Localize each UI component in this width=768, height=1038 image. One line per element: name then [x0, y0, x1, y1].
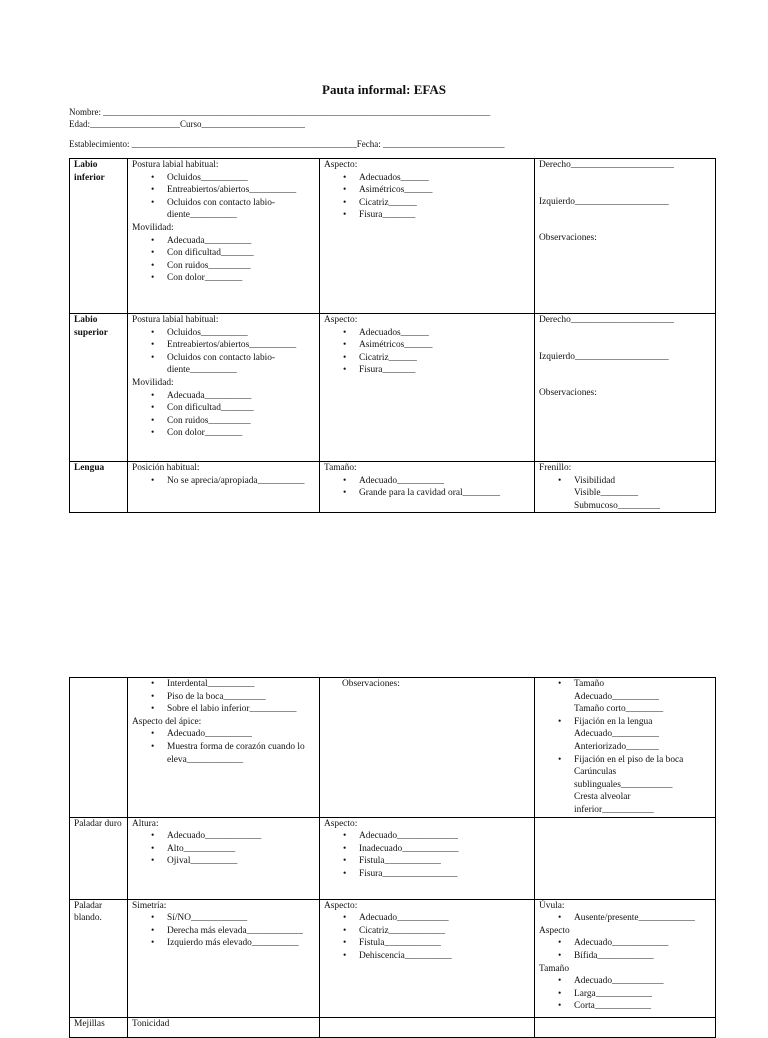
option-tamano-corto[interactable]: Tamaño corto________	[574, 704, 664, 715]
option-si-no[interactable]: • Sí/NO____________	[167, 912, 315, 925]
derecho-field[interactable]: Derecho______________________	[539, 315, 674, 325]
uvula-tamano-list	[539, 975, 711, 1013]
aspecto-list	[324, 830, 530, 880]
frenillo-fijacion-piso-item	[574, 754, 711, 817]
aspecto-title: Aspecto:	[324, 160, 358, 170]
frenillo-cont-cell	[535, 678, 716, 818]
establecimiento-fecha-field[interactable]: Establecimiento: __________________________________________________Fecha: ___________________________	[69, 139, 505, 149]
movilidad-list	[132, 390, 315, 440]
postura-movilidad-cell	[128, 159, 320, 314]
option-cicatriz[interactable]: • Cicatriz____________	[359, 925, 530, 938]
apice-list	[132, 728, 315, 766]
altura-title: Altura:	[132, 818, 159, 829]
row-label-paladar-blando: Paladar blando.	[70, 899, 128, 1017]
option-piso-boca[interactable]: • Piso de la boca_________	[167, 691, 315, 704]
option-sobre-labio[interactable]: • Sobre el labio inferior__________	[167, 703, 315, 716]
aspecto-cell	[320, 314, 535, 462]
option-adecuada[interactable]: • Adecuada__________	[167, 235, 315, 248]
option-adecuados[interactable]: • Adecuados______	[359, 172, 530, 185]
option-con-dolor[interactable]: • Con dolor________	[167, 427, 315, 440]
option-adecuada[interactable]: • Adecuada__________	[167, 390, 315, 403]
option-con-dificultad[interactable]: • Con dificultad_______	[167, 402, 315, 415]
aspecto-list	[324, 912, 530, 962]
option-aspecto-adecuado[interactable]: • Adecuado___________	[359, 912, 530, 925]
row-mejillas	[70, 1017, 716, 1037]
aspecto-list	[324, 327, 530, 377]
option-aspecto-adecuado[interactable]: • Adecuado_____________	[359, 830, 530, 843]
tamano-list	[324, 475, 530, 500]
posicion-cell	[128, 462, 320, 513]
visibilidad-item	[574, 475, 711, 513]
assessment-table-page2	[69, 677, 716, 1038]
postura-movilidad-cell	[128, 314, 320, 462]
visibilidad-label: • Visibilidad	[574, 475, 616, 486]
option-fisura[interactable]: • Fisura_______	[359, 209, 530, 222]
movilidad-title: Movilidad:	[132, 377, 174, 388]
frenillo-fijacion-lengua-item	[574, 716, 711, 754]
option-con-ruidos[interactable]: • Con ruidos_________	[167, 260, 315, 273]
option-con-dolor[interactable]: • Con dolor________	[167, 272, 315, 285]
row-labio-superior	[70, 314, 716, 462]
option-ocluidos[interactable]: • Ocluidos__________	[167, 327, 315, 340]
izquierdo-field[interactable]: Izquierdo____________________	[539, 196, 669, 207]
postura-title: Postura labial habitual:	[132, 160, 219, 170]
altura-cell	[128, 817, 320, 899]
nombre-field[interactable]: Nombre: ______________________________________________________________________________________	[69, 107, 491, 117]
option-ausente-presente[interactable]: • Ausente/presente____________	[574, 912, 711, 925]
aspecto-cell	[320, 159, 535, 314]
paladar-duro-empty-cell	[535, 817, 716, 899]
option-submucoso[interactable]: Submucoso_________	[574, 500, 660, 511]
apice-title: Aspecto del ápice:	[132, 716, 202, 727]
uvula-title: Úvula:	[539, 900, 565, 911]
lado-obs-cell	[535, 159, 716, 314]
option-uvula-adecuado[interactable]: • Adecuado____________	[574, 937, 711, 950]
uvula-aspecto-list	[539, 937, 711, 962]
option-asimetricos[interactable]: • Asimétricos______	[359, 339, 530, 352]
tonicidad-title: Tonicidad	[132, 1018, 170, 1029]
fijacion-lengua-label: • Fijación en la lengua	[574, 716, 653, 727]
lado-obs-cell	[535, 314, 716, 462]
izquierdo-field[interactable]: Izquierdo____________________	[539, 351, 669, 362]
frenillo-tamano-item	[574, 678, 711, 716]
frenillo-tamano-label: • Tamaño	[574, 679, 605, 689]
option-ocluidos[interactable]: • Ocluidos__________	[167, 172, 315, 185]
aspecto-title: Aspecto:	[324, 315, 358, 325]
tamano-cell	[320, 462, 535, 513]
option-con-dificultad[interactable]: • Con dificultad_______	[167, 247, 315, 260]
option-adecuados[interactable]: • Adecuados______	[359, 327, 530, 340]
frenillo-list	[539, 475, 711, 513]
option-ocluidos-contacto[interactable]: • Ocluidos con contacto labio-diente__________	[167, 197, 315, 222]
option-asimetricos[interactable]: • Asimétricos______	[359, 184, 530, 197]
row-lengua-continued	[70, 678, 716, 818]
movilidad-title: Movilidad:	[132, 222, 174, 233]
row-label-lengua: Lengua	[70, 462, 128, 513]
tonicidad-cell	[128, 1017, 320, 1037]
derecho-field[interactable]: Derecho______________________	[539, 160, 674, 170]
simetria-cell	[128, 899, 320, 1017]
option-fistula[interactable]: • Fistula____________	[359, 937, 530, 950]
row-label-labio-inferior: Labio inferior	[70, 159, 128, 314]
option-alto[interactable]: • Alto___________	[167, 843, 315, 856]
aspecto-paladar-blando-cell	[320, 899, 535, 1017]
fijacion-piso-label: • Fijación en el piso de la boca	[574, 754, 684, 765]
uvula-cell	[535, 899, 716, 1017]
tamano-title: Tamaño:	[324, 463, 357, 473]
option-entreabiertos[interactable]: • Entreabiertos/abiertos__________	[167, 339, 315, 352]
option-fistula[interactable]: • Fistula____________	[359, 855, 530, 868]
observaciones-cell	[320, 678, 535, 818]
aspecto-title: Aspecto:	[324, 900, 358, 911]
option-dehiscencia[interactable]: • Dehiscencia__________	[359, 950, 530, 963]
option-inadecuado[interactable]: • Inadecuado____________	[359, 843, 530, 856]
option-visible[interactable]: Visible________	[574, 488, 639, 499]
option-cicatriz[interactable]: • Cicatriz______	[359, 352, 530, 365]
option-fisura[interactable]: • Fisura________________	[359, 868, 530, 881]
option-carunculas[interactable]: Carúnculas sublinguales___________	[574, 767, 673, 790]
uvula-tamano-title: Tamaño	[539, 963, 570, 974]
option-grande[interactable]: • Grande para la cavidad oral________	[359, 487, 530, 500]
mejillas-col2-cell	[320, 1017, 535, 1037]
assessment-table-page1	[69, 158, 716, 513]
row-paladar-duro	[70, 817, 716, 899]
posicion-cont-cell	[128, 678, 320, 818]
observaciones-label: Observaciones:	[539, 388, 597, 399]
aspecto-paladar-duro-cell	[320, 817, 535, 899]
postura-title: Postura labial habitual:	[132, 315, 219, 325]
posicion-cont-list	[132, 678, 315, 716]
option-adecuado[interactable]: • Adecuado__________	[359, 475, 530, 488]
aspecto-list	[324, 172, 530, 222]
row-paladar-blando	[70, 899, 716, 1017]
option-fijacion-adecuado[interactable]: Adecuado__________	[574, 729, 659, 740]
row-label-mejillas: Mejillas	[70, 1017, 128, 1037]
aspecto-title: Aspecto:	[324, 818, 358, 829]
uvula-list	[539, 912, 711, 925]
observaciones-label: Observaciones:	[342, 679, 400, 689]
option-ocluidos-contacto[interactable]: • Ocluidos con contacto labio-diente__________	[167, 352, 315, 377]
row-labio-inferior	[70, 159, 716, 314]
postura-list	[132, 327, 315, 377]
row-label-paladar-duro: Paladar duro	[70, 817, 128, 899]
option-no-se-aprecia[interactable]: • No se apreciа/apropiada__________	[167, 475, 315, 488]
option-apice-adecuado[interactable]: • Adecuado__________	[167, 728, 315, 741]
option-izquierdo-elevado[interactable]: • Izquierdo más elevado__________	[167, 937, 315, 950]
observaciones-label: Observaciones:	[539, 233, 597, 244]
mejillas-col3-cell	[535, 1017, 716, 1037]
frenillo-title: Frenillo:	[539, 463, 572, 473]
row-label-labio-superior: Labio superior	[70, 314, 128, 462]
option-tamano-adecuado[interactable]: • Adecuado___________	[574, 975, 711, 988]
altura-list	[132, 830, 315, 868]
posicion-list	[132, 475, 315, 488]
option-corta[interactable]: • Corta____________	[574, 1000, 711, 1013]
option-cicatriz[interactable]: • Cicatriz______	[359, 197, 530, 210]
postura-list	[132, 172, 315, 222]
uvula-aspecto-title: Aspecto	[539, 925, 570, 936]
option-altura-adecuado[interactable]: • Adecuado____________	[167, 830, 315, 843]
simetria-title: Simetría:	[132, 900, 167, 911]
option-anteriorizado[interactable]: Anteriorizado_______	[574, 741, 659, 752]
option-fisura[interactable]: • Fisura_______	[359, 364, 530, 377]
option-con-ruidos[interactable]: • Con ruidos_________	[167, 415, 315, 428]
form-title: Pauta informal: EFAS	[322, 82, 446, 97]
option-entreabiertos[interactable]: • Entreabiertos/abiertos__________	[167, 184, 315, 197]
frenillo-cell	[535, 462, 716, 513]
option-forma-corazon[interactable]: • Muestra forma de corazón cuando lo eleva____________	[167, 741, 315, 766]
option-larga[interactable]: • Larga____________	[574, 988, 711, 1001]
row-label-empty	[70, 678, 128, 818]
posicion-title: Posición habitual:	[132, 463, 200, 473]
option-interdental[interactable]: • Interdental__________	[167, 678, 315, 691]
option-derecha-elevada[interactable]: • Derecha más elevada____________	[167, 925, 315, 938]
option-bifida[interactable]: • Bífida____________	[574, 950, 711, 963]
option-ojival[interactable]: • Ojival__________	[167, 855, 315, 868]
edad-curso-field[interactable]: Edad:____________________Curso_______________________	[69, 119, 305, 129]
movilidad-list	[132, 235, 315, 285]
frenillo-cont-list	[539, 678, 711, 817]
option-cresta-alveolar[interactable]: Cresta alveolar inferior___________	[574, 792, 654, 815]
option-tamano-adecuado[interactable]: Adecuado__________	[574, 691, 659, 702]
row-lengua	[70, 462, 716, 513]
simetria-list	[132, 912, 315, 950]
